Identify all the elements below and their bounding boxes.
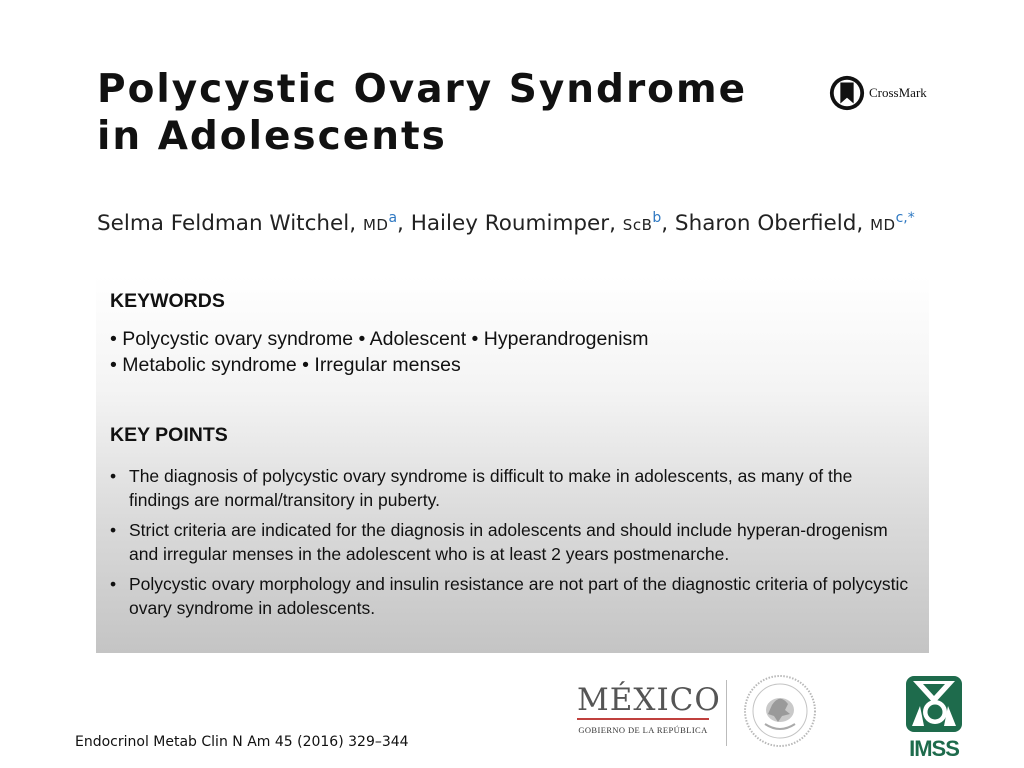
crossmark-icon — [828, 74, 866, 112]
imss-emblem-icon — [904, 674, 964, 734]
mexico-stripe — [577, 718, 709, 720]
author-degree: MD — [362, 216, 389, 235]
bullet-icon: • — [110, 520, 117, 540]
key-point-item — [110, 518, 910, 566]
keyword-line: • Metabolic syndrome • Irregular menses — [110, 354, 461, 376]
crossmark-label: CrossMark — [869, 85, 927, 100]
key-point-text: Polycystic ovary morphology and insulin resistance are not part of the diagnostic criteria of polycystic ovary syndrome in adolescents. — [129, 574, 909, 618]
key-points-list — [110, 464, 910, 626]
key-point-item — [110, 572, 910, 620]
key-point-text: Strict criteria are indicated for the diagnosis in adolescents and should include hyperan-drogenism and irregular menses in the adolescent who is at least 2 years postmenarche. — [129, 520, 888, 564]
bullet-icon: • — [110, 466, 117, 486]
affiliation-link[interactable]: a — [388, 210, 398, 226]
keywords-list — [110, 326, 649, 378]
author-degree: ScB — [622, 216, 653, 235]
logo-divider — [726, 680, 727, 746]
author-name: Selma Feldman Witchel, — [97, 211, 357, 237]
keywords-keypoints-panel — [96, 276, 929, 653]
imss-logo — [904, 674, 964, 760]
seal-icon — [743, 674, 817, 748]
affiliation-link[interactable]: b — [652, 210, 662, 226]
key-point-text: The diagnosis of polycystic ovary syndrome is difficult to make in adolescents, as many of the findings are normal/transitory in puberty. — [129, 466, 853, 510]
keywords-heading: KEYWORDS — [110, 290, 225, 312]
author-separator: , — [397, 211, 411, 237]
imss-wordmark: IMSS — [909, 736, 959, 761]
author-separator: , — [661, 211, 675, 237]
author-list — [97, 210, 915, 236]
affiliation-link[interactable]: c,* — [895, 210, 915, 226]
journal-citation: Endocrinol Metab Clin N Am 45 (2016) 329–344 — [75, 734, 409, 750]
mexico-wordmark: MÉXICO — [577, 682, 721, 718]
mexico-subtitle: GOBIERNO DE LA REPÚBLICA — [578, 725, 708, 735]
key-points-heading: KEY POINTS — [110, 424, 228, 446]
title-line-1: Polycystic Ovary Syndrome — [97, 67, 748, 112]
article-title — [97, 66, 747, 160]
keyword-line: • Polycystic ovary syndrome • Adolescent • Hyperandrogenism — [110, 328, 649, 350]
crossmark-badge[interactable] — [828, 74, 927, 112]
mexican-coat-of-arms-icon — [743, 674, 817, 752]
author-name: Sharon Oberfield, — [674, 211, 864, 237]
author-name: Hailey Roumimper, — [410, 211, 616, 237]
author-degree: MD — [870, 216, 896, 235]
bullet-icon: • — [110, 574, 117, 594]
gobierno-mexico-logo — [577, 682, 721, 735]
key-point-item — [110, 464, 910, 512]
title-line-2: in Adolescents — [97, 114, 447, 159]
